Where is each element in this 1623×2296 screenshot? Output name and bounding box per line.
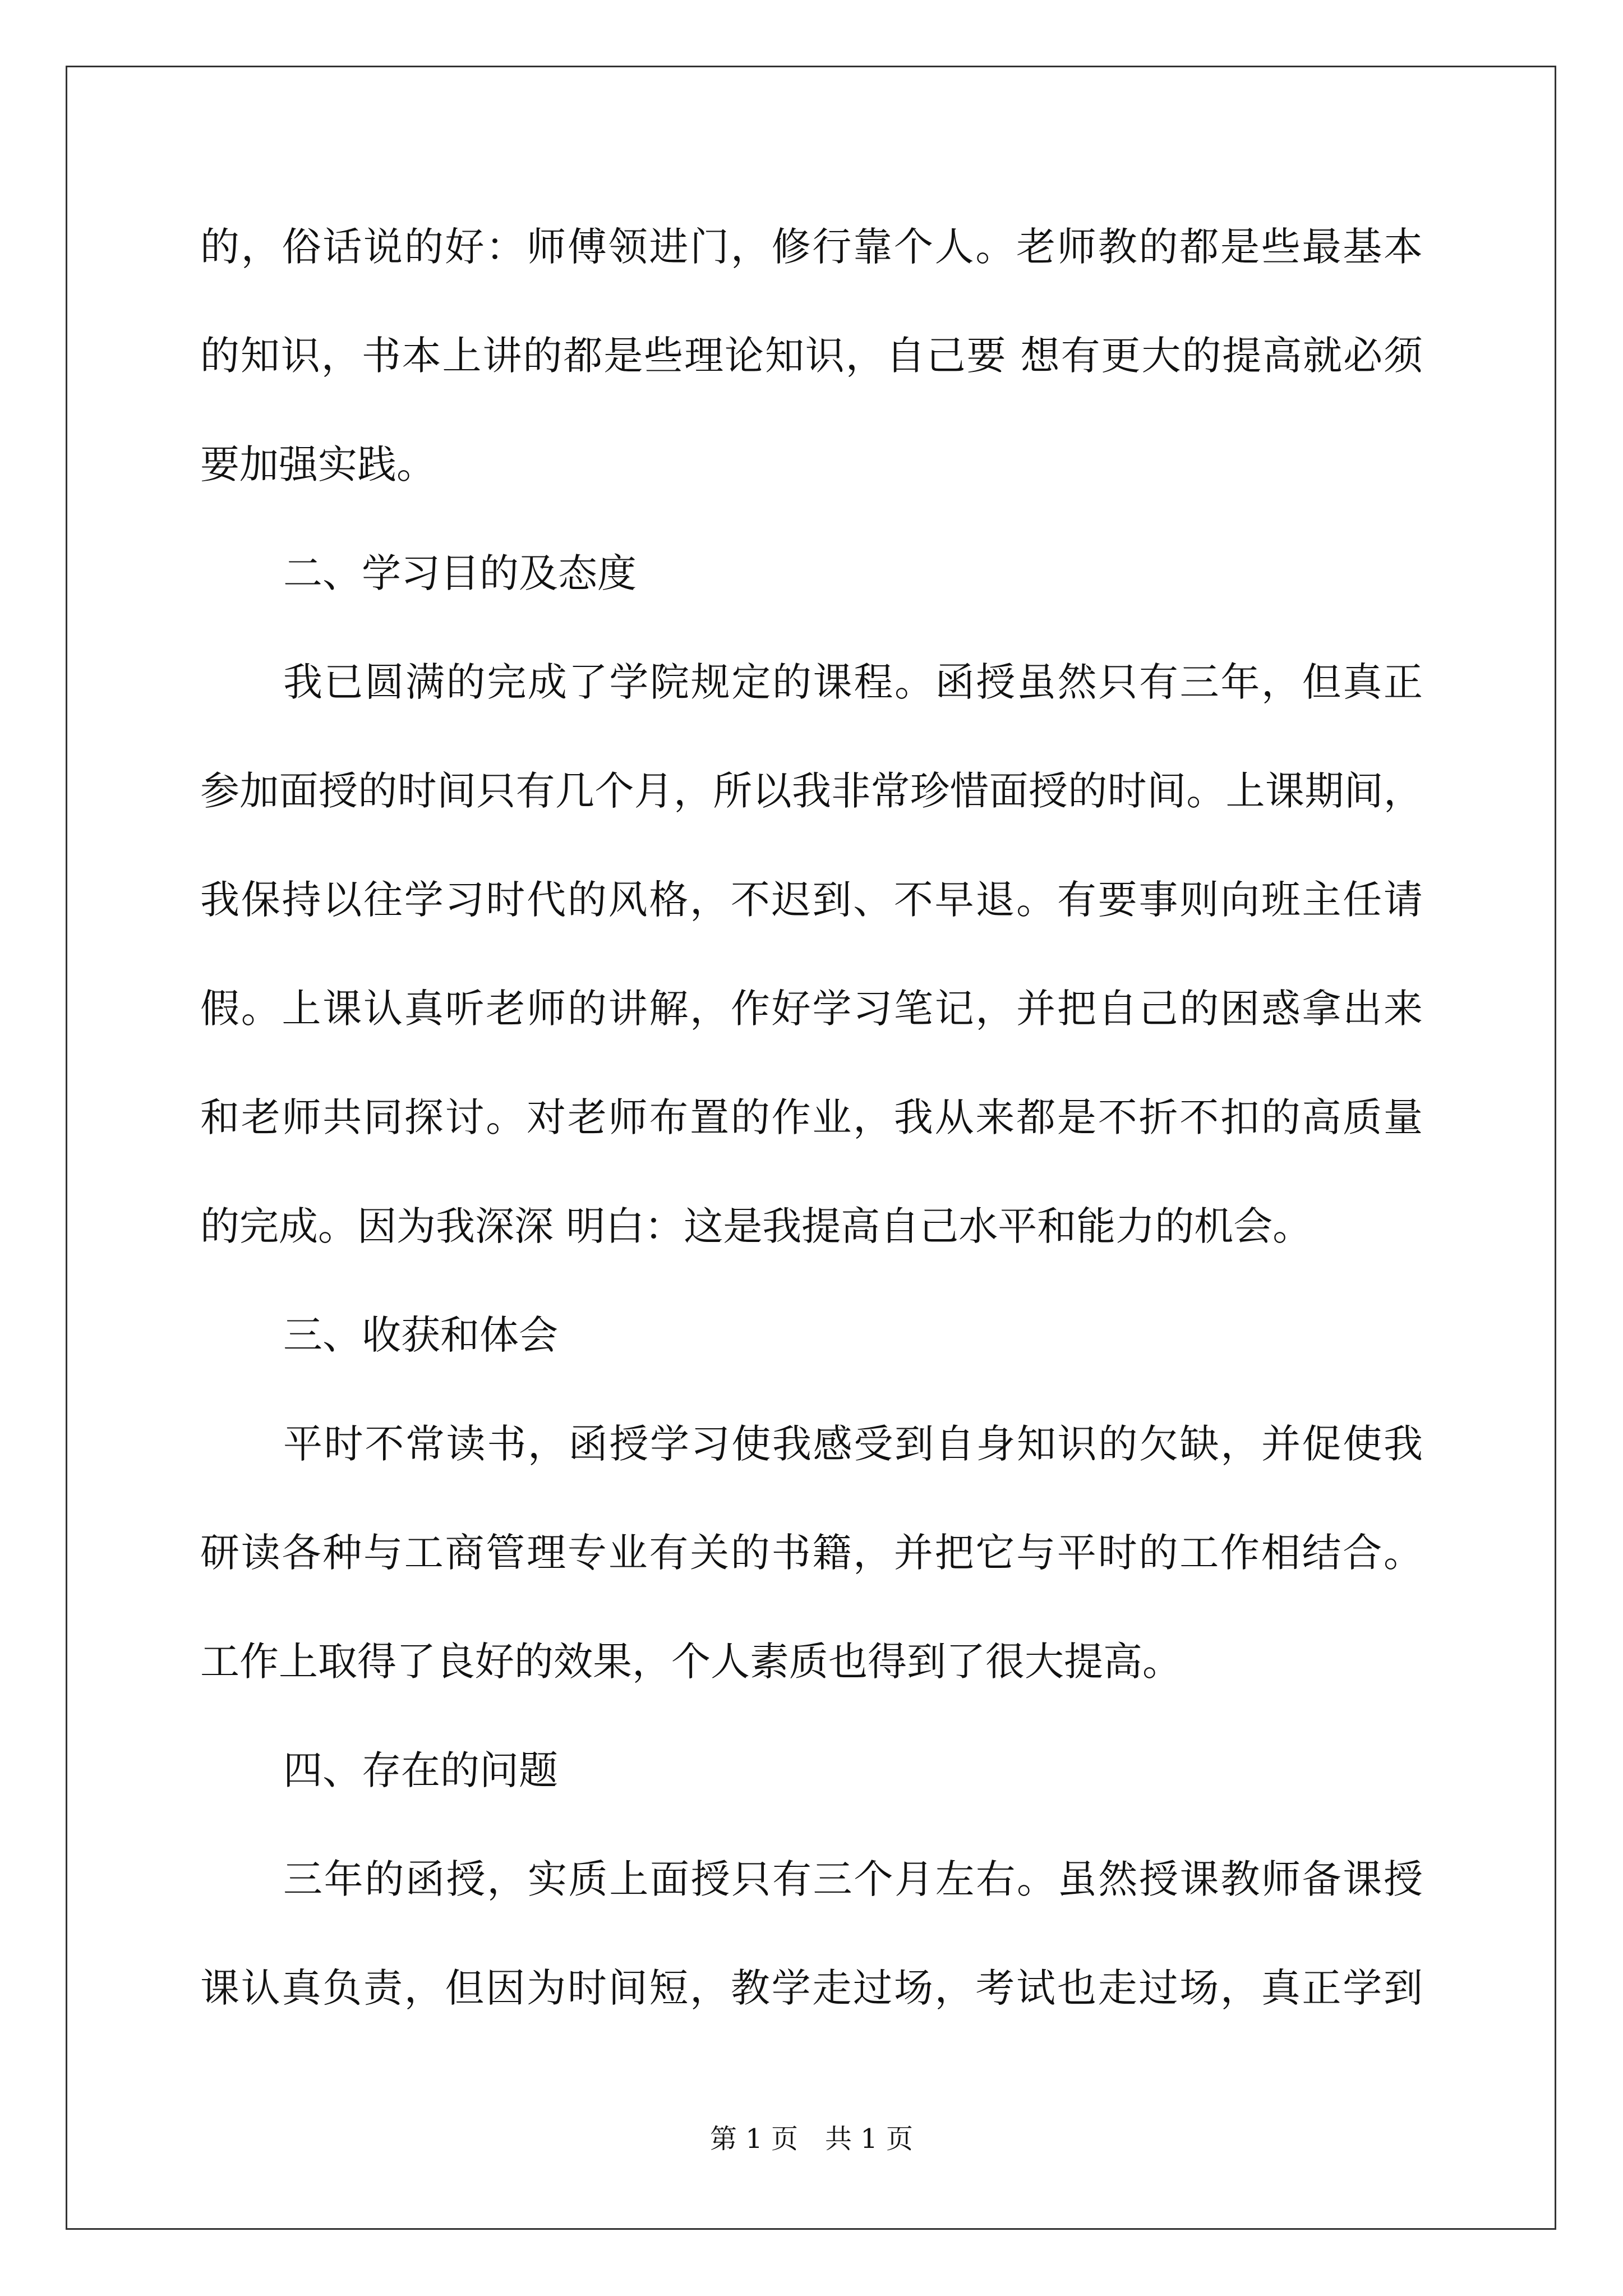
text-line-10: 的完成。因为我深深 明白：这是我提高自己水平和能力的机会。: [200, 1203, 1312, 1249]
text-line-8: 假。上课认真听老师的讲解，作好学习笔记，并把自己的困惑拿出来: [200, 986, 1423, 1032]
text-line-12: 平时不常读书，函授学习使我感受到自身知识的欠缺，并促使我: [283, 1421, 1423, 1467]
text-line-1: 的，俗话说的好：师傅领进门，修行靠个人。老师教的都是些最基本: [200, 224, 1423, 270]
text-line-9: 和老师共同探讨。对老师布置的作业，我从来都是不折不扣的高质量: [200, 1094, 1423, 1140]
text-line-7: 我保持以往学习时代的风格，不迟到、不早退。有要事则向班主任请: [200, 877, 1423, 923]
text-line-16: 三年的函授，实质上面授只有三个月左右。虽然授课教师备课授: [283, 1856, 1423, 1902]
section-heading-3: 三、收获和体会: [283, 1312, 558, 1358]
text-line-5: 我已圆满的完成了学院规定的课程。函授虽然只有三年，但真正: [283, 659, 1423, 705]
section-heading-4: 四、存在的问题: [283, 1747, 558, 1793]
text-line-17: 课认真负责，但因为时间短，教学走过场，考试也走过场，真正学到: [200, 1965, 1423, 2011]
section-heading-2: 二、学习目的及态度: [283, 550, 637, 596]
text-line-14: 工作上取得了良好的效果，个人素质也得到了很大提高。: [200, 1639, 1182, 1685]
text-line-2: 的知识，书本上讲的都是些理论知识，自己要 想有更大的提高就必须: [200, 333, 1423, 379]
page-number-footer: 第 1 页 共 1 页: [709, 2123, 914, 2155]
text-line-13: 研读各种与工商管理专业有关的书籍，并把它与平时的工作相结合。: [200, 1530, 1423, 1576]
text-line-3: 要加强实践。: [200, 441, 436, 487]
text-line-6: 参加面授的时间只有几个月，所以我非常珍惜面授的时间。上课期间，: [200, 768, 1423, 814]
